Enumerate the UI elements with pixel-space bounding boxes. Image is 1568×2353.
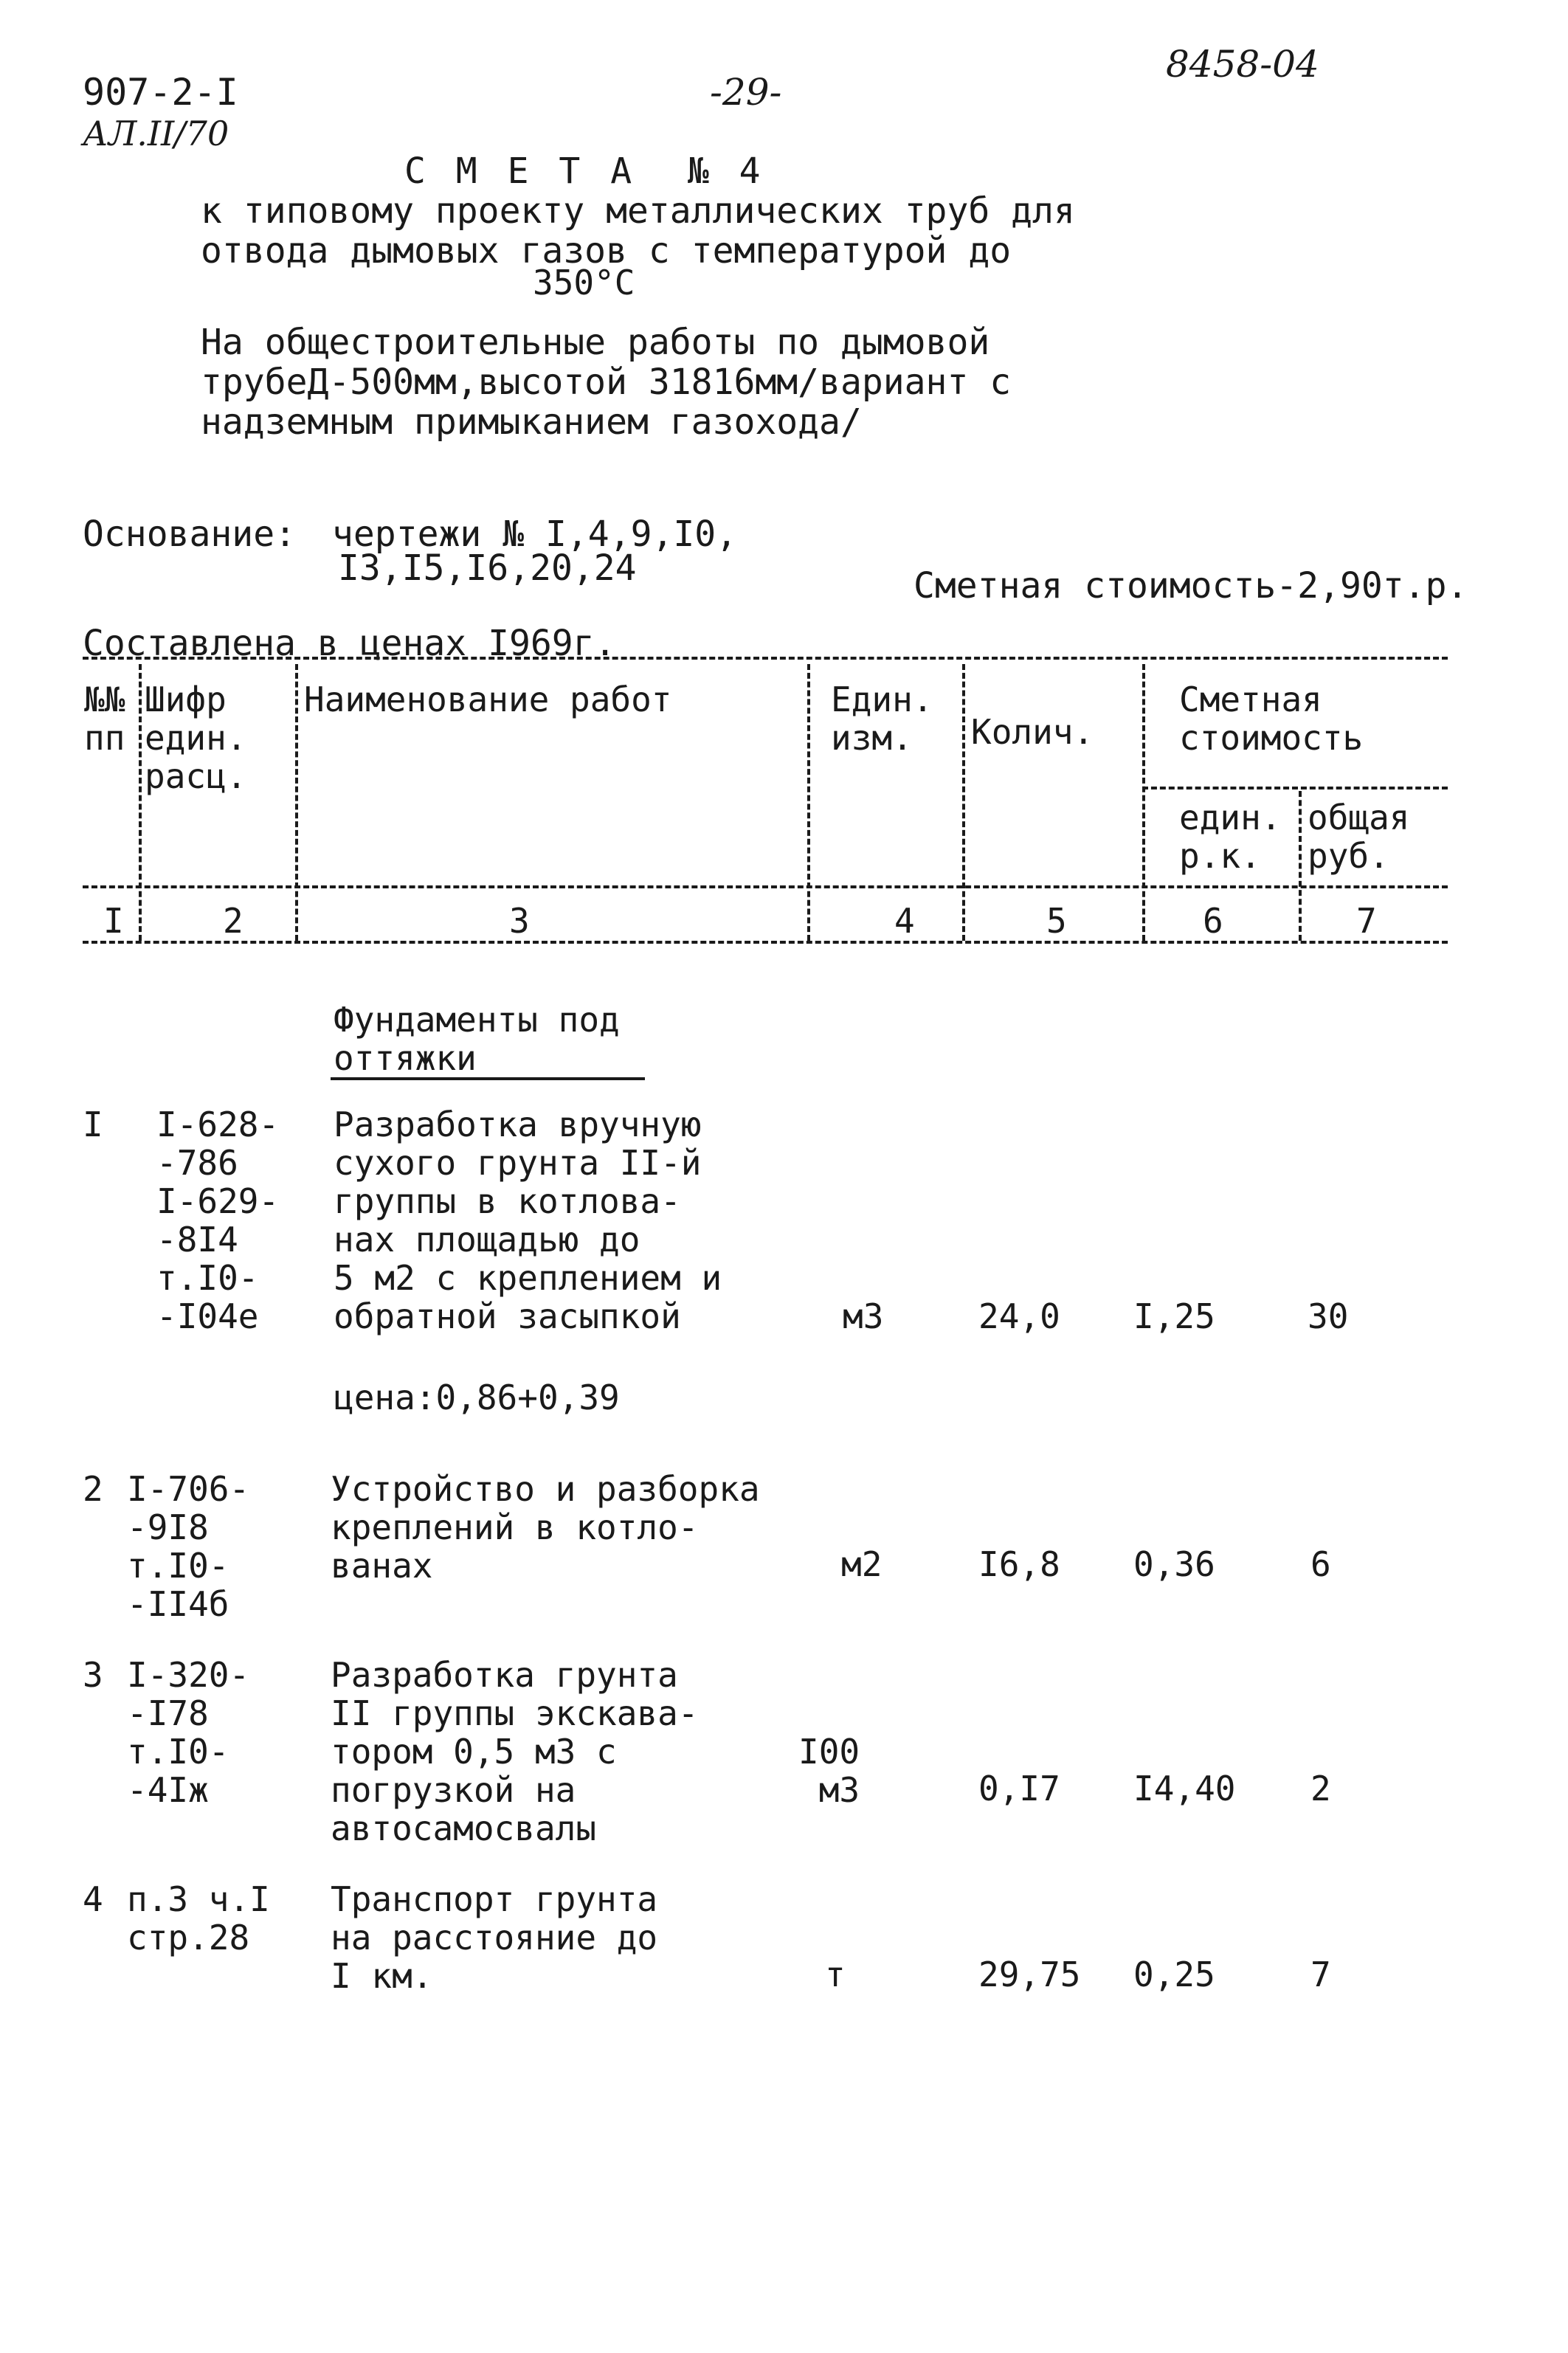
column-divider-1	[139, 664, 142, 941]
column-number-6: 6	[1203, 901, 1223, 941]
header-col-number: №№ пп	[84, 680, 125, 758]
basis-label: Основание:	[83, 514, 296, 555]
table-header-rule	[83, 885, 1448, 888]
title-line-2: отвода дымовых газов с температурой до	[201, 230, 1012, 272]
row-2-quantity: I6,8	[978, 1544, 1060, 1584]
row-4-total: 7	[1310, 1955, 1331, 1994]
row-2-total: 6	[1310, 1544, 1331, 1584]
compiled-in-prices: Составлена в ценах I969г.	[83, 623, 616, 664]
row-4-quantity: 29,75	[978, 1955, 1081, 1994]
row-2-unit-cost: 0,36	[1133, 1544, 1215, 1584]
cost-subheader-rule	[1142, 787, 1448, 789]
document-code: 907-2-I	[83, 71, 238, 114]
description-line-3: надземным примыканием газохода/	[201, 401, 862, 443]
table-top-rule	[83, 657, 1448, 660]
basis-drawings-2: I3,I5,I6,20,24	[338, 547, 637, 589]
header-col-name: Наименование работ	[304, 680, 672, 719]
section-title-underline	[331, 1077, 645, 1080]
row-4-name: Транспорт грунта на расстояние до I км.	[331, 1879, 658, 1996]
row-4-number: 4	[83, 1879, 103, 1919]
column-number-1: I	[103, 901, 124, 941]
estimated-cost: Сметная стоимость-2,90т.р.	[913, 565, 1468, 607]
row-1-unit: м3	[843, 1296, 884, 1336]
row-2-code: I-706- -9I8 т.I0- -II4б	[127, 1469, 250, 1624]
basis-drawings-1: чертежи № I,4,9,I0,	[332, 514, 738, 555]
description-line-1: На общестроительные работы по дымовой	[201, 322, 990, 363]
row-1-name: Разработка вручную сухого грунта II-й группы в котлова- нах площадью до 5 м2 с креплением и обратной засыпкой	[334, 1105, 722, 1336]
smeta-heading: С М Е Т А № 4	[404, 151, 765, 192]
header-col-quantity: Колич.	[971, 712, 1094, 752]
handwritten-stamp: 8458-04	[1166, 43, 1319, 86]
title-line-3: 350°С	[533, 263, 635, 303]
row-3-code: I-320- -I78 т.I0- -4Iж	[127, 1655, 250, 1810]
row-3-total: 2	[1310, 1769, 1331, 1808]
column-number-4: 4	[894, 901, 915, 941]
row-3-number: 3	[83, 1655, 103, 1695]
row-1-quantity: 24,0	[978, 1296, 1060, 1336]
column-number-2: 2	[223, 901, 244, 941]
column-divider-2	[295, 664, 298, 941]
row-2-unit: м2	[841, 1544, 883, 1584]
page-number: -29-	[710, 71, 782, 114]
row-1-price-note: цена:0,86+0,39	[334, 1378, 620, 1417]
column-number-7: 7	[1356, 901, 1377, 941]
row-2-number: 2	[83, 1469, 103, 1509]
row-4-unit-cost: 0,25	[1133, 1955, 1215, 1994]
column-divider-6	[1299, 791, 1302, 941]
row-1-unit-cost: I,25	[1133, 1296, 1215, 1336]
row-1-code: I-628- -786 I-629- -8I4 т.I0- -I04е	[156, 1105, 280, 1336]
header-col-unit: Един. изм.	[831, 680, 933, 758]
row-2-name: Устройство и разборка креплений в котло- ванах	[331, 1469, 760, 1586]
row-1-number: I	[83, 1105, 103, 1144]
column-divider-3	[807, 664, 810, 941]
row-3-unit-cost: I4,40	[1133, 1769, 1236, 1808]
section-title: Фундаменты под оттяжки	[334, 1000, 620, 1078]
row-1-total: 30	[1308, 1296, 1349, 1336]
header-col-unit-cost: един. р.к.	[1179, 798, 1282, 876]
album-number: АЛ.II/70	[83, 114, 229, 153]
row-3-name: Разработка грунта II группы экскава- тором 0,5 м3 с погрузкой на автосамосвалы	[331, 1655, 699, 1848]
row-3-unit: I00 м3	[798, 1732, 860, 1810]
table-number-rule	[83, 941, 1448, 944]
row-4-code: п.3 ч.I стр.28	[127, 1879, 270, 1958]
column-number-3: 3	[509, 901, 530, 941]
row-4-unit: т	[825, 1955, 846, 1994]
column-divider-4	[962, 664, 965, 941]
column-number-5: 5	[1046, 901, 1067, 941]
header-col-total: общая руб.	[1308, 798, 1410, 876]
row-3-quantity: 0,I7	[978, 1769, 1060, 1808]
title-line-1: к типовому проекту металлических труб для	[201, 190, 1075, 232]
column-divider-5	[1142, 664, 1145, 941]
description-line-2: трубеД-500мм,высотой 31816мм/вариант с	[201, 362, 1012, 403]
header-col-code: Шифр един. расц.	[145, 680, 247, 796]
header-col-cost: Сметная стоимость	[1179, 680, 1364, 758]
